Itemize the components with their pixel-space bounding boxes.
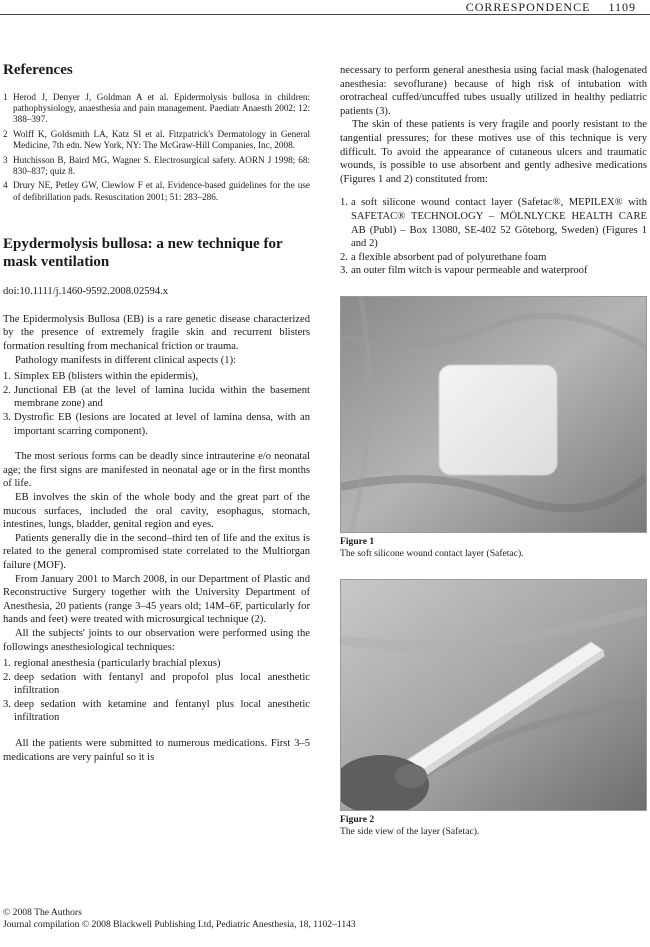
copyright-line: © 2008 The Authors [3,907,82,918]
list-number: 2. [3,384,11,396]
references-heading: References [3,62,73,78]
reference-text: Wolff K, Goldsmith LA, Katz SI et al. Fitzpatrick's Dermatology in General Medicine, 7th edn. New York, NY: The McGraw-Hill Companies, Inc, 2008. [13,128,310,151]
article-title: Epydermolysis bullosa: a new technique for mask ventilation [3,236,283,271]
reference-number: 1 [3,91,8,102]
list-item [340,251,647,265]
journal-line: Journal compilation © 2008 Blackwell Publishing Ltd, Pediatric Anesthesia, 18, 1102–1143 [3,919,356,930]
paragraph: The most serious forms can be deadly since intrauterine e/o neonatal age; the first signs are manifested in neonatal age or in the first months of life. [3,451,310,490]
paragraph: EB involves the skin of the whole body and the great part of the mucous surfaces, included the oral cavity, esophagus, stomach, intestines, lungs, bladder, genital region and eyes. [3,491,310,531]
aspect-list [3,370,310,438]
list-text: a soft silicone wound contact layer (Safetac®, MEPILEX® with SAFETAC® TECHNOLOGY – MÖLNLYCKE HEALTH CARE AB (Publ) – Box 13080, SE-402 52 Göteborg, Sweden) (Figures 1 and 2) [351,197,647,250]
right-column [340,64,647,837]
figure-2-photo [340,579,647,811]
figure-caption-text: The side view of the layer (Safetac). [340,825,480,837]
list-number: 2. [340,251,348,263]
list-number: 1. [3,658,11,670]
list-item [3,657,310,671]
figure-label: Figure 1 [340,535,375,547]
list-number: 1. [3,371,11,383]
paragraph: The Epidermolysis Bullosa (EB) is a rare genetic disease characterized by the presence of extremely fragile skin and recurrent blisters formation resulting from mechanical friction or trauma. [3,313,310,353]
reference-number: 4 [3,180,8,191]
reference-item [3,92,310,126]
paragraph: From January 2001 to March 2008, in our Department of Plastic and Reconstructive Surgery together with the University Department of Anesthesia, 20 patients (range 3–45 years old; 14M–6F, particularly for hands and feet) were treated with microsurgical technique (2). [3,573,310,626]
list-text: deep sedation with fentanyl and propofol plus local anesthetic infiltration [14,671,310,697]
reference-text: Hutchisson B, Baird MG, Wagner S. Electrosurgical safety. AORN J 1998; 68: 830–837; quiz 8. [13,154,310,177]
paragraph: The skin of these patients is very fragile and poorly resistant to the tangential pressures; for these motives use of this technique is very difficult. To avoid the appearance of cutaneous ulcers and traumatic wounds, is possible to use absorbent and gently adhesive medications (Figures 1 and 2) constituted from: [340,119,647,185]
list-text: regional anesthesia (particularly brachial plexus) [14,658,221,670]
list-item [3,384,310,411]
section-title: CORRESPONDENCE [465,0,591,14]
paragraph: Patients generally die in the second–third ten of life and the exitus is related to the general compromised state correlated to the Multiorgan failure (MOF). [3,532,310,571]
list-text: a flexible absorbent pad of polyurethane foam [351,251,547,263]
technique-list [3,657,310,725]
header-rule [0,14,650,15]
reference-item [3,180,310,203]
list-item [3,411,310,438]
paragraph: necessary to perform general anesthesia using facial mask (halogenated anesthesia: sevoflurane) because of high risk of intubation with orotracheal cuffed/uncuffed tubes usually utilized in healthy pediatric patients (3). [340,65,647,117]
reference-item [3,129,310,152]
page-number: 1109 [608,0,636,14]
list-number: 3. [340,265,348,277]
reference-number: 2 [3,128,8,139]
figure-caption-text: The soft silicone wound contact layer (Safetac). [340,547,524,559]
list-text: an outer film witch is vapour permeable and waterproof [351,265,588,277]
list-item [340,196,647,250]
page-footer [3,907,356,931]
paragraph: Pathology manifests in different clinical aspects (1): [15,354,237,366]
reference-list [3,92,310,204]
list-text: Junctional EB (at the level of lamina lucida within the basement membrane zone) and [14,384,310,410]
paragraph: All the patients were submitted to numerous medications. First 3–5 medications are very painful so it is [3,738,310,763]
reference-text: Herod J, Denyer J, Goldman A et al. Epidermolysis bullosa in children: pathophysiology, anaesthesia and pain management. Paediatr Anaesth 2002; 12: 388–397. [13,91,310,125]
list-number: 2. [3,671,11,683]
reference-item [3,155,310,178]
paragraph: All the subjects' joints to our observation were performed using the followings anesthesiological techniques: [3,627,310,653]
reference-number: 3 [3,154,8,165]
list-text: Dystrofic EB (lesions are located at level of lamina densa, with an important scarring component). [14,412,310,437]
list-item [3,370,310,384]
running-head [466,0,636,15]
figure-1-image [341,297,646,532]
list-number: 1. [340,197,348,209]
list-item [3,671,310,698]
list-text: Simplex EB (blisters within the epidermis), [14,371,199,383]
left-column [3,62,310,764]
figure-1-photo [340,296,647,533]
figure-2-caption [340,814,647,837]
doi: doi:10.1111/j.1460-9592.2008.02594.x [3,286,169,298]
list-item [3,698,310,725]
reference-text: Drury NE, Petley GW, Clewlow F et al. Evidence-based guidelines for the use of defibrillation pads. Resuscitation 2001; 51: 283–286. [13,180,310,202]
figure-label: Figure 2 [340,814,375,826]
list-number: 3. [3,412,11,423]
list-item [340,264,647,278]
material-list [340,196,647,278]
figure-1-caption [340,536,647,559]
list-number: 3. [3,698,11,710]
figure-2-image [341,580,646,810]
list-text: deep sedation with ketamine and fentanyl plus local anesthetic infiltration [14,698,310,724]
